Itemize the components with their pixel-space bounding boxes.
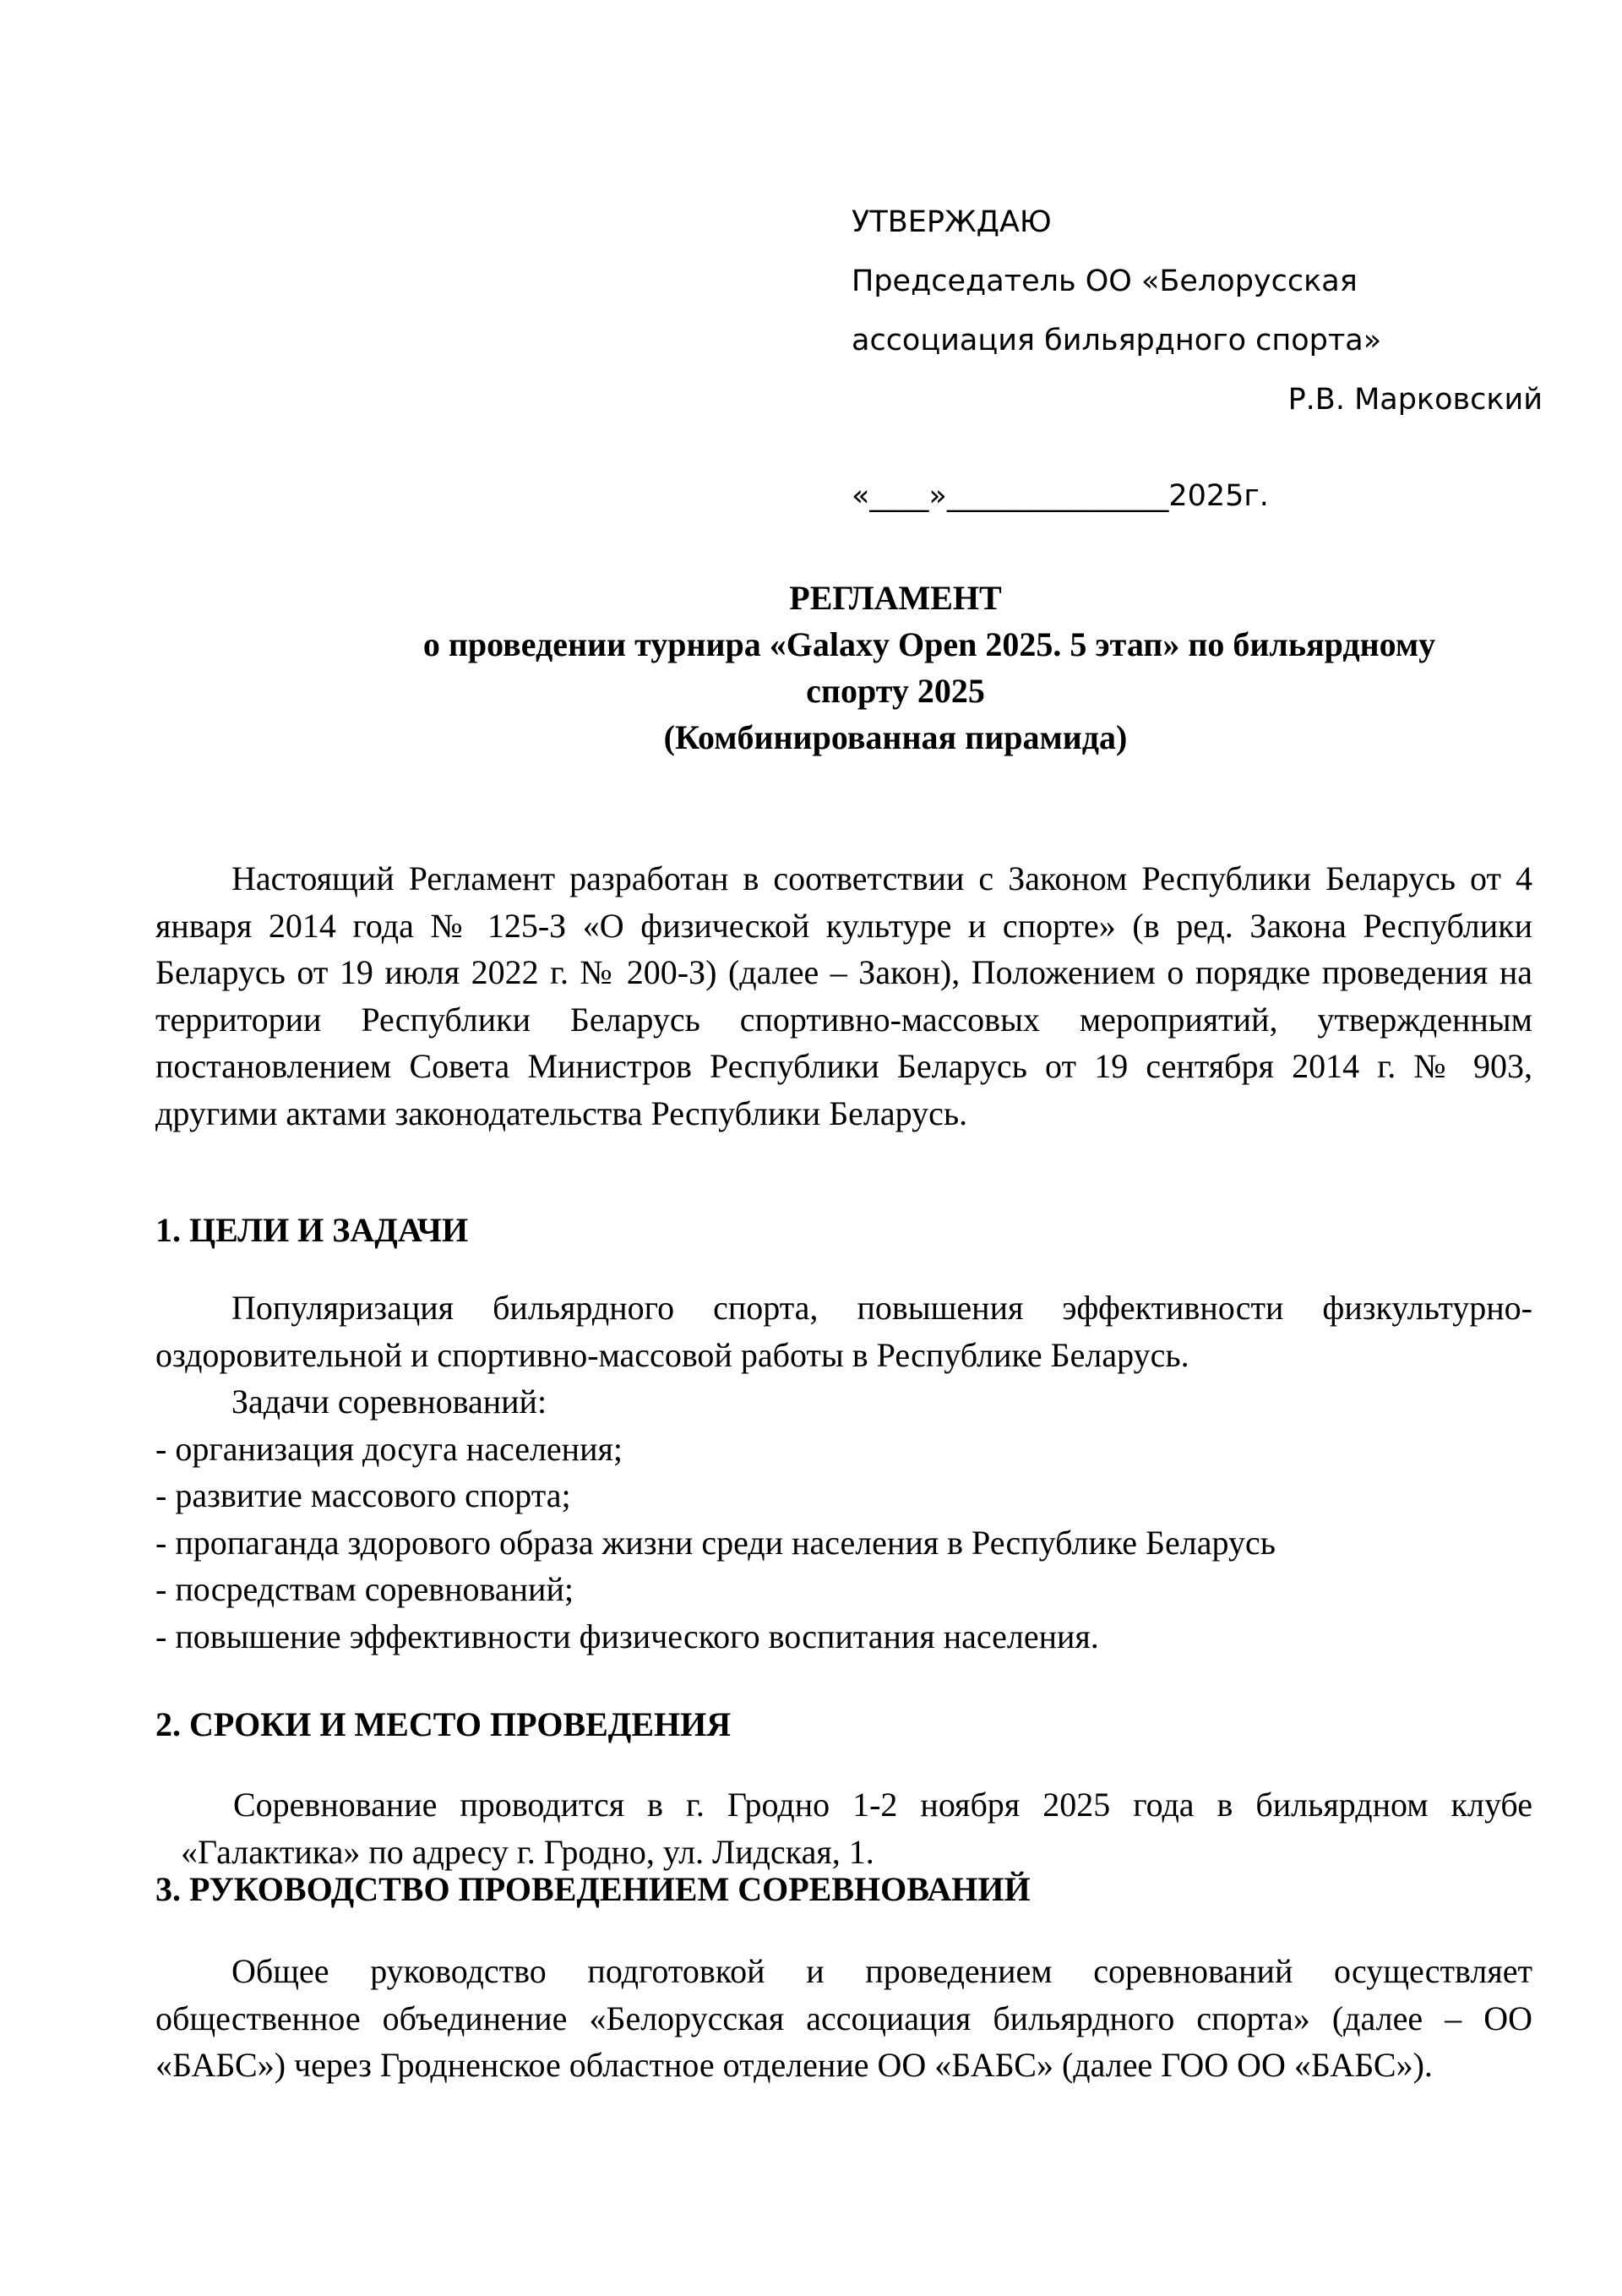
section-1-heading: 1. ЦЕЛИ И ЗАДАЧИ xyxy=(155,1211,469,1249)
task-item: - повышение эффективности физического воспитания населения. xyxy=(155,1617,1099,1655)
document-title xyxy=(270,575,1521,761)
task-item: - развитие массового спорта; xyxy=(155,1476,571,1514)
title-main: РЕГЛАМЕНТ xyxy=(789,579,1002,617)
section-1-paragraph: Популяризация бильярдного спорта, повышения эффективности физкультурно-оздоровительной и спортивно-массовой работы в Республике Беларусь. xyxy=(155,1289,1532,1374)
title-line2: спорту 2025 xyxy=(806,672,985,710)
approval-position-line2: ассоциация бильярдного спорта» xyxy=(852,324,1382,357)
approval-label: УТВЕРЖДАЮ xyxy=(852,205,1052,239)
section-2-heading: 2. СРОКИ И МЕСТО ПРОВЕДЕНИЯ xyxy=(155,1705,732,1743)
task-item: - пропаганда здорового образа жизни среди населения в Республике Беларусь xyxy=(155,1523,1276,1562)
section-3-heading: 3. РУКОВОДСТВО ПРОВЕДЕНИЕМ СОРЕВНОВАНИЙ xyxy=(155,1870,1031,1908)
approval-position-line1: Председатель ОО «Белорусская xyxy=(852,265,1358,298)
section-2-paragraph: Соревнование проводится в г. Гродно 1-2 ноября 2025 года в бильярдном клубе «Галактика» по адресу г. Гродно, ул. Лидская, 1. xyxy=(181,1786,1532,1871)
approval-signatory: Р.В. Марковский xyxy=(1287,383,1543,417)
section-1-tasks xyxy=(155,1378,1532,1660)
tasks-label: Задачи соревнований: xyxy=(231,1383,547,1421)
title-line1: о проведении турнира «Galaxy Open 2025. 5 этап» по бильярдному xyxy=(422,625,1436,663)
approval-date-line: «____»_______________2025г. xyxy=(852,479,1269,513)
title-line3: (Комбинированная пирамида) xyxy=(663,718,1128,756)
task-item: - организация досуга населения; xyxy=(155,1429,623,1468)
task-item: - посредствам соревнований; xyxy=(155,1570,574,1608)
section-3-paragraph: Общее руководство подготовкой и проведением соревнований осуществляет общественное объединение «Белорусская ассоциация бильярдного спорта» (далее – ОО «БАБС») через Гродненское областное отделение ОО «БАБС» (далее ГОО ОО «БАБС»). xyxy=(155,1952,1532,2084)
approval-block xyxy=(852,193,1544,526)
intro-paragraph: Настоящий Регламент разработан в соответствии с Законом Республики Беларусь от 4 января 2014 года № 125-З «О физической культуре и спорте» (в ред. Закона Республики Беларусь от 19 июля 2022 г. № 200-З) (далее – Закон), Положением о порядке проведения на территории Республики Беларусь спортивно-массовых мероприятий, утвержденным постановлением Совета Министров Республики Беларусь от 19 сентября 2014 г. № 903, другими актами законодательства Республики Беларусь. xyxy=(155,859,1532,1132)
